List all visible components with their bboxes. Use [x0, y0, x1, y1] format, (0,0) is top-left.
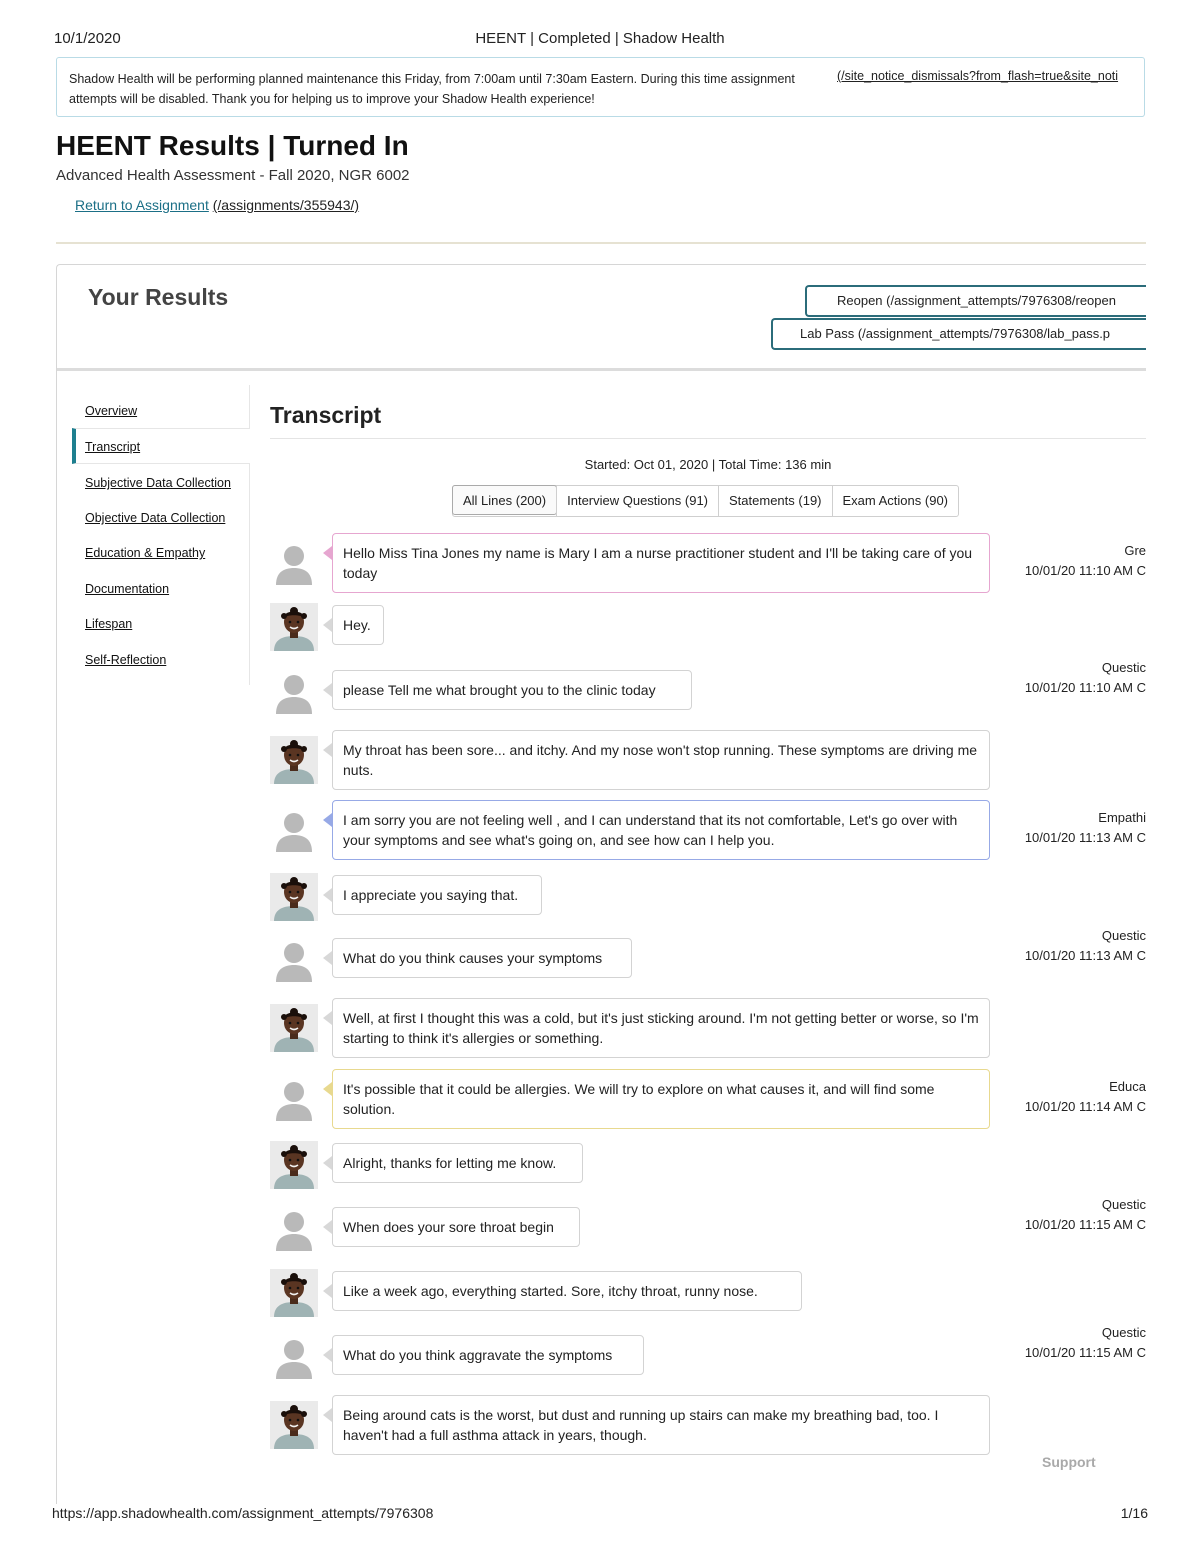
tab-all-lines[interactable]: All Lines (200): [452, 485, 557, 515]
notice-dismiss-link[interactable]: (/site_notice_dismissals?from_flash=true&site_noti: [837, 69, 1119, 83]
header-divider: [56, 242, 1146, 244]
reopen-button[interactable]: Reopen (/assignment_attempts/7976308/reopen: [805, 285, 1146, 317]
user-silhouette-icon: [270, 806, 318, 854]
sidebar-item-documentation[interactable]: Documentation: [85, 582, 170, 596]
patient-avatar-icon: [270, 736, 318, 784]
message-category: Empathi: [1098, 810, 1146, 825]
patient-avatar-icon: [270, 1141, 318, 1189]
results-title: Your Results: [88, 284, 229, 310]
message-timestamp: 10/01/20 11:10 AM C: [1024, 563, 1146, 578]
message-timestamp: 10/01/20 11:10 AM C: [1024, 680, 1146, 695]
page-title: HEENT Results | Turned In: [56, 130, 409, 161]
patient-message-bubble: My throat has been sore... and itchy. And my nose won't stop running. These symptoms are driving me nuts.: [332, 730, 990, 790]
print-date: 10/1/2020: [54, 30, 121, 47]
sidebar-item-subjective-data-collection[interactable]: Subjective Data Collection: [85, 476, 231, 490]
print-title: HEENT | Completed | Shadow Health: [475, 30, 725, 47]
message-meta: [1006, 1195, 1146, 1235]
patient-avatar-icon: [270, 603, 318, 651]
site-notice: [56, 57, 1145, 117]
transcript-title: Transcript: [270, 402, 382, 428]
message-meta: [1006, 1323, 1146, 1363]
tab-exam-actions[interactable]: Exam Actions (90): [832, 486, 959, 516]
patient-message-bubble: I appreciate you saying that.: [332, 875, 542, 915]
user-silhouette-icon: [270, 1075, 318, 1123]
message-timestamp: 10/01/20 11:13 AM C: [1024, 830, 1146, 845]
patient-avatar-icon: [270, 1269, 318, 1317]
tab-interview-questions[interactable]: Interview Questions (91): [556, 486, 718, 516]
user-silhouette-icon: [270, 1205, 318, 1253]
transcript-started-info: Started: Oct 01, 2020 | Total Time: 136 min: [584, 457, 832, 472]
patient-message-bubble: Being around cats is the worst, but dust and running up stairs can make my breathing bad, too. I haven't had a full asthma attack in years, though.: [332, 1395, 990, 1455]
message-meta: [1006, 658, 1146, 698]
results-divider: [57, 368, 1146, 371]
message-category: Questic: [1101, 660, 1146, 675]
return-link-label[interactable]: Return to Assignment: [75, 197, 209, 213]
transcript-filter-tabs: [452, 485, 959, 517]
message-meta: [1006, 926, 1146, 966]
message-timestamp: 10/01/20 11:14 AM C: [1024, 1099, 1146, 1114]
student-message-bubble: Hello Miss Tina Jones my name is Mary I am a nurse practitioner student and I'll be taking care of you today: [332, 533, 990, 593]
footer-url: https://app.shadowhealth.com/assignment_attempts/7976308: [52, 1505, 434, 1521]
patient-message-bubble: Alright, thanks for letting me know.: [332, 1143, 583, 1183]
student-message-bubble: What do you think causes your symptoms: [332, 938, 632, 978]
message-timestamp: 10/01/20 11:13 AM C: [1024, 948, 1146, 963]
patient-message-bubble: Hey.: [332, 605, 384, 645]
return-link-url[interactable]: (/assignments/355943/): [212, 197, 360, 213]
sidebar-item-overview[interactable]: Overview: [85, 404, 138, 418]
patient-message-bubble: Well, at first I thought this was a cold, but it's just sticking around. I'm not getting better or worse, so I'm starting to think it's allergies or something.: [332, 998, 990, 1058]
return-to-assignment[interactable]: [75, 197, 359, 213]
message-meta: [1006, 808, 1146, 848]
sidebar-item-transcript[interactable]: Transcript: [72, 428, 250, 464]
sidebar-item-lifespan[interactable]: Lifespan: [85, 617, 133, 631]
user-silhouette-icon: [270, 668, 318, 716]
tab-statements[interactable]: Statements (19): [718, 486, 832, 516]
student-message-bubble: please Tell me what brought you to the clinic today: [332, 670, 692, 710]
message-category: Questic: [1101, 1325, 1146, 1340]
message-meta: [1006, 541, 1146, 581]
results-sidebar: [72, 385, 250, 685]
patient-avatar-icon: [270, 873, 318, 921]
student-message-bubble: I am sorry you are not feeling well , and I can understand that its not comfortable, Let's go over with your symptoms and see what's going on, and see how can I help you.: [332, 800, 990, 860]
user-silhouette-icon: [270, 936, 318, 984]
user-silhouette-icon: [270, 1333, 318, 1381]
footer-page-number: 1/16: [1120, 1505, 1148, 1521]
page-subtitle: Advanced Health Assessment - Fall 2020, NGR 6002: [56, 167, 410, 184]
sidebar-item-education-empathy[interactable]: Education & Empathy: [85, 546, 206, 560]
patient-message-bubble: Like a week ago, everything started. Sore, itchy throat, runny nose.: [332, 1271, 802, 1311]
sidebar-item-objective-data-collection[interactable]: Objective Data Collection: [85, 511, 226, 525]
user-silhouette-icon: [270, 539, 318, 587]
student-message-bubble: It's possible that it could be allergies. We will try to explore on what causes it, and will find some solution.: [332, 1069, 990, 1129]
message-category: Educa: [1109, 1079, 1146, 1094]
notice-text: Shadow Health will be performing planned maintenance this Friday, from 7:00am until 7:30am Eastern. During this time assignment attempts will be disabled. Thank you for helping us to improve your Shadow Health experience!: [69, 72, 795, 106]
sidebar-item-self-reflection[interactable]: Self-Reflection: [85, 653, 167, 667]
patient-avatar-icon: [270, 1004, 318, 1052]
patient-avatar-icon: [270, 1401, 318, 1449]
message-category: Questic: [1101, 928, 1146, 943]
student-message-bubble: When does your sore throat begin: [332, 1207, 580, 1247]
message-timestamp: 10/01/20 11:15 AM C: [1024, 1345, 1146, 1360]
message-meta: [1006, 1077, 1146, 1117]
print-header: [54, 30, 1146, 50]
message-category: Gre: [1124, 543, 1146, 558]
student-message-bubble: What do you think aggravate the symptoms: [332, 1335, 644, 1375]
support-button[interactable]: Support: [1042, 1454, 1096, 1470]
lab-pass-button[interactable]: Lab Pass (/assignment_attempts/7976308/lab_pass.p: [771, 318, 1146, 350]
transcript-divider: [270, 438, 1146, 439]
message-timestamp: 10/01/20 11:15 AM C: [1024, 1217, 1146, 1232]
message-category: Questic: [1101, 1197, 1146, 1212]
